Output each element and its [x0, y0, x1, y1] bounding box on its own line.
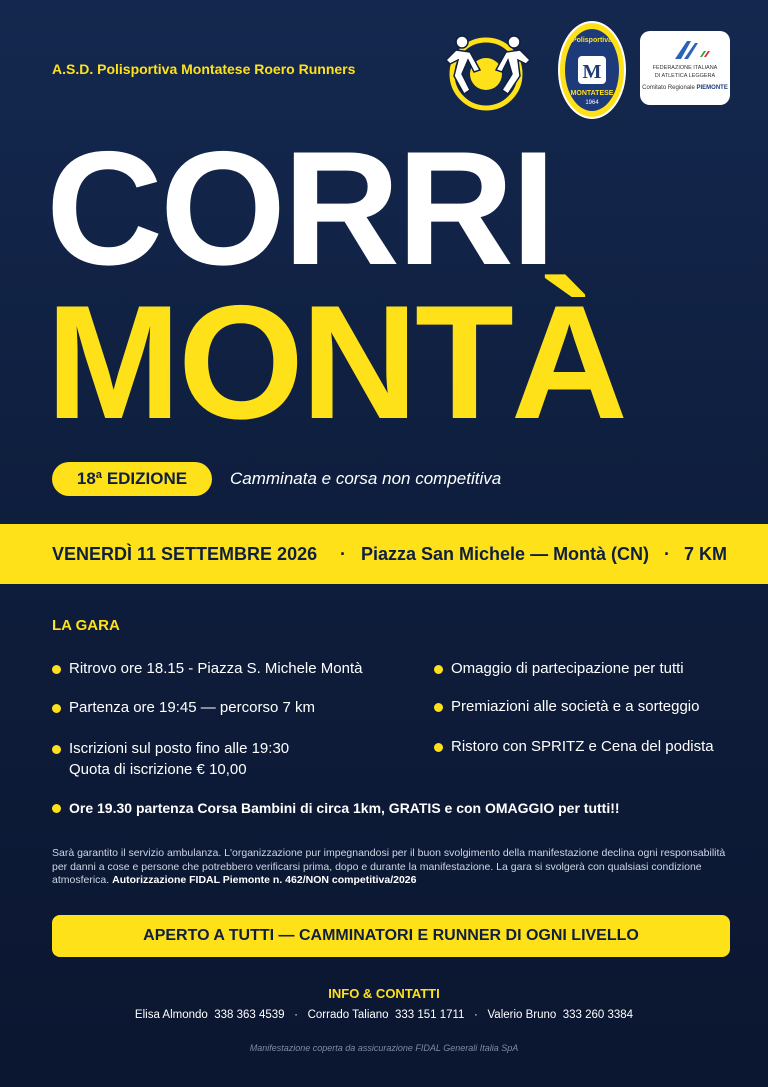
list-item-text: Ritrovo ore 18.15 - Piazza S. Michele Montà — [69, 660, 363, 677]
crest-bottom-text: MONTATESE — [570, 90, 614, 97]
race-section-title: LA GARA — [52, 617, 120, 634]
list-item-text: Omaggio di partecipazione per tutti — [451, 660, 684, 677]
disclaimer — [52, 847, 732, 888]
contact-name: Valerio Bruno — [487, 1009, 557, 1021]
list-item-text: Partenza ore 19:45 — percorso 7 km — [69, 699, 315, 716]
disclaimer-text: Sarà garantito il servizio ambulanza. L'organizzazione pur impegnandosi per il buon svolgimento della manifestazione declina ogni responsabilità per danni a cose e persone che potrebbero verificarsi prima, dopo e durante la manifestazione. La gara si svolgerà con qualsiasi condizione atmosferica. — [52, 847, 726, 886]
bullet-icon — [52, 804, 61, 813]
runners-logo — [440, 30, 536, 112]
contact-separator: · — [474, 1009, 478, 1021]
bullet-icon — [52, 745, 61, 754]
fidal-line3-strong: PIEMONTE — [696, 85, 728, 91]
bullet-icon — [52, 665, 61, 674]
bullet-icon — [434, 665, 443, 674]
contact-name: Elisa Almondo — [134, 1009, 208, 1021]
title-line-1: CORRI — [46, 118, 553, 299]
bullet-icon — [434, 743, 443, 752]
fidal-line1: FEDERAZIONE ITALIANA — [652, 65, 718, 71]
edition-badge: 18ª EDIZIONE — [52, 462, 212, 496]
contact-name: Corrado Taliano — [307, 1009, 389, 1021]
list-item-text: Ore 19.30 partenza Corsa Bambini di circa 1km, GRATIS e con OMAGGIO per tutti!! — [69, 800, 620, 816]
list-item-text: Quota di iscrizione € 10,00 — [69, 761, 247, 778]
svg-text:M: M — [582, 61, 602, 83]
list-item-text: Iscrizioni sul posto fino alle 19:30 — [69, 740, 290, 757]
title-line-2: MONTÀ — [46, 272, 625, 453]
polisportiva-montatese-crest — [557, 20, 627, 120]
band-separator-2: · — [664, 544, 670, 564]
organizer-name: A.S.D. Polisportiva Montatese Roero Runners — [52, 61, 356, 77]
fidal-line3-regular: Comitato Regionale — [642, 85, 695, 91]
bullet-icon — [52, 704, 61, 713]
list-item-text: Ristoro con SPRITZ e Cena del podista — [451, 738, 714, 755]
crest-year: 1964 — [585, 100, 599, 106]
event-info-band — [0, 524, 768, 584]
cta-banner: APERTO A TUTTI — CAMMINATORI E RUNNER DI OGNI LIVELLO — [52, 915, 730, 957]
contact-phone: 333 151 1711 — [394, 1009, 465, 1021]
crest-top-text: Polisportiva — [571, 37, 613, 44]
event-subtitle: Camminata e corsa non competitiva — [230, 469, 502, 488]
bullet-icon — [434, 703, 443, 712]
contact-phone: 333 260 3384 — [562, 1009, 634, 1021]
contact-separator: · — [294, 1009, 298, 1021]
authorization-text: Autorizzazione FIDAL Piemonte n. 462/NON competitiva/2026 — [112, 874, 417, 886]
fidal-line2: DI ATLETICA LEGGERA — [654, 73, 716, 79]
event-location: Piazza San Michele — Montà (CN) — [361, 544, 650, 564]
contacts-title: INFO & CONTATTI — [328, 986, 440, 1001]
fidal-line3 — [640, 85, 730, 91]
contact-phone: 338 363 4539 — [214, 1009, 285, 1021]
list-item-text: Premiazioni alle società e a sorteggio — [451, 698, 700, 715]
insurance-note: Manifestazione coperta da assicurazione FIDAL Generali Italia SpA — [249, 1043, 519, 1053]
event-date: VENERDÌ 11 SETTEMBRE 2026 — [52, 544, 318, 564]
band-separator-1: · — [340, 544, 346, 564]
fidal-logo — [640, 31, 730, 105]
event-distance: 7 KM — [684, 544, 728, 564]
contacts-list — [0, 1009, 768, 1021]
